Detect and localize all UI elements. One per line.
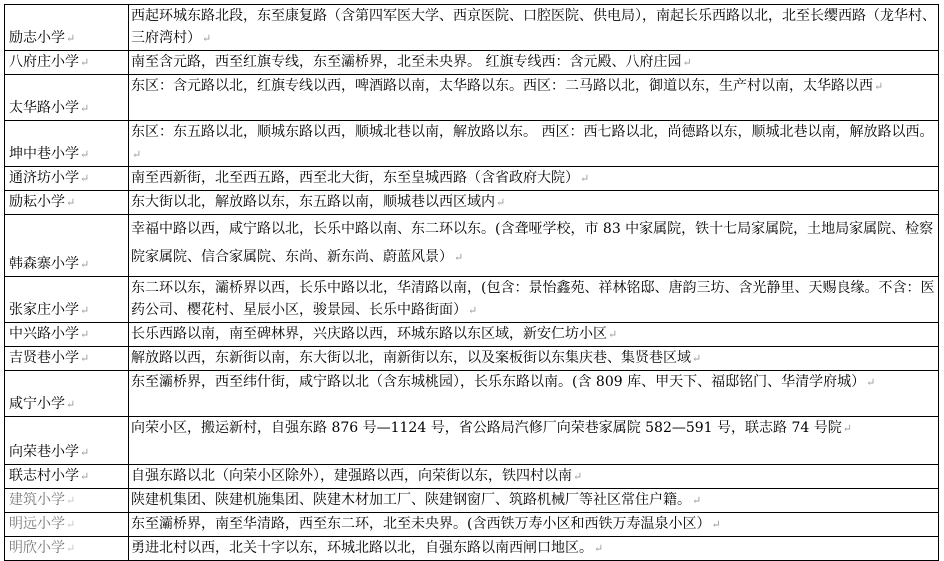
district-area-cell: 长乐西路以南，南至碑林界，兴庆路以西，环城东路以东区域，新安仁坊小区↵ — [129, 323, 939, 347]
school-name-cell: 建筑小学↵ — [5, 489, 129, 513]
school-name: 吉贤巷小学 — [9, 350, 79, 366]
school-name-cell: 通济坊小学↵ — [5, 167, 129, 191]
district-area: 东区：东五路以北，顺城东路以西，顺城北巷以南，解放路以东。 西区：西七路以北，尚德路以东，顺城北巷以南，解放路以西。 — [131, 124, 934, 140]
district-area-cell: 东至灞桥界，西至纬什街，咸宁路以北（含东城桃园），长乐东路以南。(含 809 库、甲天下、福邸铭门、华清学府城）↵ — [129, 371, 939, 417]
table-row — [5, 75, 939, 121]
school-name: 励志小学 — [9, 30, 65, 46]
table-row — [5, 51, 939, 75]
school-name-cell: 联志村小学↵ — [5, 465, 129, 489]
district-area: 自强东路以北（向荣小区除外），建强路以西，向荣街以东，铁四村以南 — [131, 468, 572, 484]
school-name-cell: 励志小学↵ — [5, 5, 129, 51]
school-name: 太华路小学 — [9, 100, 79, 116]
district-area-cell: 东二环以东，灞桥界以西，长乐中路以北，华清路以南，(包含：景怡鑫苑、祥林铭邸、唐韵三坊、含光静里、天赐良缘。不含：医药公司、樱花村、星辰小区，骏景园、长乐中路街面）↵ — [129, 277, 939, 323]
district-area-cell: 幸福中路以西，咸宁路以北，长乐中路以南、东二环以东。(含聋哑学校，市 83 中家属院，铁十七局家属院，土地局家属院、检察院家属院、信合家属院、东尚、新东尚、蔚蓝风景）↵ — [129, 215, 939, 277]
school-name-cell: 明远小学↵ — [5, 513, 129, 537]
school-name: 八府庄小学 — [9, 54, 79, 70]
district-area: 东大街以北，解放路以东，东五路以南，顺城巷以西区域内 — [131, 194, 495, 210]
school-name: 联志村小学 — [9, 468, 79, 484]
school-name: 明欣小学 — [9, 540, 65, 556]
table-row — [5, 5, 939, 51]
school-name: 明远小学 — [9, 516, 65, 532]
school-name: 张家庄小学 — [9, 302, 79, 318]
school-name: 坤中巷小学 — [9, 146, 79, 162]
school-name: 通济坊小学 — [9, 170, 79, 186]
table-row — [5, 537, 939, 561]
district-area: 西起环城东路北段，东至康复路（含第四军医大学、西京医院、口腔医院、供电局），南起长乐西路以北，北至长缨西路（龙华村、三府湾村） — [131, 8, 936, 46]
school-name-cell: 向荣巷小学↵ — [5, 417, 129, 465]
district-area: 东至灞桥界，南至华清路，西至东二环，北至未央界。(含西铁万寿小区和西铁万寿温泉小区） — [131, 516, 711, 532]
school-name: 向荣巷小学 — [9, 444, 79, 460]
district-area: 东至灞桥界，西至纬什街，咸宁路以北（含东城桃园），长乐东路以南。(含 809 库、甲天下、福邸铭门、华清学府城） — [131, 374, 866, 390]
district-area: 勇进北村以西，北关十字以东，环城北路以北，自强东路以南西闸口地区。 — [131, 540, 593, 556]
district-area: 南至西新街，北至西五路，西至北大街，东至皇城西路（含省政府大院） — [131, 170, 579, 186]
school-name-cell: 坤中巷小学↵ — [5, 121, 129, 167]
district-area-cell: 东区：东五路以北，顺城东路以西，顺城北巷以南，解放路以东。 西区：西七路以北，尚德路以东，顺城北巷以南，解放路以西。↵ — [129, 121, 939, 167]
district-area: 东区：含元路以北，红旗专线以西，啤酒路以南，太华路以东。西区：二马路以北，御道以东，生产村以南，太华路以西 — [131, 78, 873, 94]
school-name: 励耘小学 — [9, 194, 65, 210]
table-row — [5, 191, 939, 215]
district-area-cell: 勇进北村以西，北关十字以东，环城北路以北，自强东路以南西闸口地区。↵ — [129, 537, 939, 561]
table-row — [5, 121, 939, 167]
table-row — [5, 465, 939, 489]
district-area: 向荣小区，搬运新村，自强东路 876 号—1124 号，省公路局汽修厂向荣巷家属院 582—591 号，联志路 74 号院 — [131, 420, 842, 436]
district-area-cell: 西起环城东路北段，东至康复路（含第四军医大学、西京医院、口腔医院、供电局），南起长乐西路以北，北至长缨西路（龙华村、三府湾村）↵ — [129, 5, 939, 51]
table-row — [5, 277, 939, 323]
district-area-cell: 南至西新街，北至西五路，西至北大街，东至皇城西路（含省政府大院）↵ — [129, 167, 939, 191]
table-row — [5, 371, 939, 417]
school-name: 咸宁小学 — [9, 396, 65, 412]
district-area-cell: 自强东路以北（向荣小区除外），建强路以西，向荣街以东，铁四村以南↵ — [129, 465, 939, 489]
school-name-cell: 太华路小学↵ — [5, 75, 129, 121]
district-area: 解放路以西，东新街以南，东大街以北，南新街以东，以及案板街以东集庆巷、集贤巷区域 — [131, 350, 691, 366]
table-row — [5, 167, 939, 191]
table-row — [5, 215, 939, 277]
district-area: 南至含元路，西至红旗专线，东至灞桥界，北至未央界。 红旗专线西：含元殿、八府庄园 — [131, 54, 682, 70]
district-area: 东二环以东，灞桥界以西，长乐中路以北，华清路以南，(包含：景怡鑫苑、祥林铭邸、唐韵三坊、含光静里、天赐良缘。不含：医药公司、樱花村、星辰小区，骏景园、长乐中路街面） — [131, 280, 935, 318]
district-area-cell: 解放路以西，东新街以南，东大街以北，南新街以东，以及案板街以东集庆巷、集贤巷区域↵ — [129, 347, 939, 371]
district-area: 幸福中路以西，咸宁路以北，长乐中路以南、东二环以东。(含聋哑学校，市 83 中家属院，铁十七局家属院，土地局家属院、检察院家属院、信合家属院、东尚、新东尚、蔚蓝风景） — [131, 221, 934, 265]
school-name-cell: 中兴路小学↵ — [5, 323, 129, 347]
district-area-cell: 陕建机集团、陕建机施集团、陕建木材加工厂、陕建钢窗厂、筑路机械厂等社区常住户籍。↵ — [129, 489, 939, 513]
district-area-cell: 东至灞桥界，南至华清路，西至东二环，北至未央界。(含西铁万寿小区和西铁万寿温泉小区）↵ — [129, 513, 939, 537]
district-area-cell: 东大街以北，解放路以东，东五路以南，顺城巷以西区域内↵ — [129, 191, 939, 215]
school-name-cell: 张家庄小学↵ — [5, 277, 129, 323]
school-name-cell: 吉贤巷小学↵ — [5, 347, 129, 371]
district-area: 陕建机集团、陕建机施集团、陕建木材加工厂、陕建钢窗厂、筑路机械厂等社区常住户籍。 — [131, 492, 691, 508]
district-area-cell: 向荣小区，搬运新村，自强东路 876 号—1124 号，省公路局汽修厂向荣巷家属院 582—591 号，联志路 74 号院↵ — [129, 417, 939, 465]
table-row — [5, 323, 939, 347]
school-name-cell: 明欣小学↵ — [5, 537, 129, 561]
school-name: 中兴路小学 — [9, 326, 79, 342]
school-name-cell: 咸宁小学↵ — [5, 371, 129, 417]
school-name-cell: 八府庄小学↵ — [5, 51, 129, 75]
school-name: 建筑小学 — [9, 492, 65, 508]
district-area-cell: 南至含元路，西至红旗专线，东至灞桥界，北至未央界。 红旗专线西：含元殿、八府庄园↵ — [129, 51, 939, 75]
school-name-cell: 励耘小学↵ — [5, 191, 129, 215]
table-row — [5, 513, 939, 537]
school-name: 韩森寨小学 — [9, 256, 79, 272]
school-district-table — [4, 4, 939, 561]
table-row — [5, 489, 939, 513]
school-name-cell: 韩森寨小学↵ — [5, 215, 129, 277]
table-row — [5, 417, 939, 465]
table-row — [5, 347, 939, 371]
district-area: 长乐西路以南，南至碑林界，兴庆路以西，环城东路以东区域，新安仁坊小区 — [131, 326, 607, 342]
district-area-cell: 东区：含元路以北，红旗专线以西，啤酒路以南，太华路以东。西区：二马路以北，御道以东，生产村以南，太华路以西↵ — [129, 75, 939, 121]
